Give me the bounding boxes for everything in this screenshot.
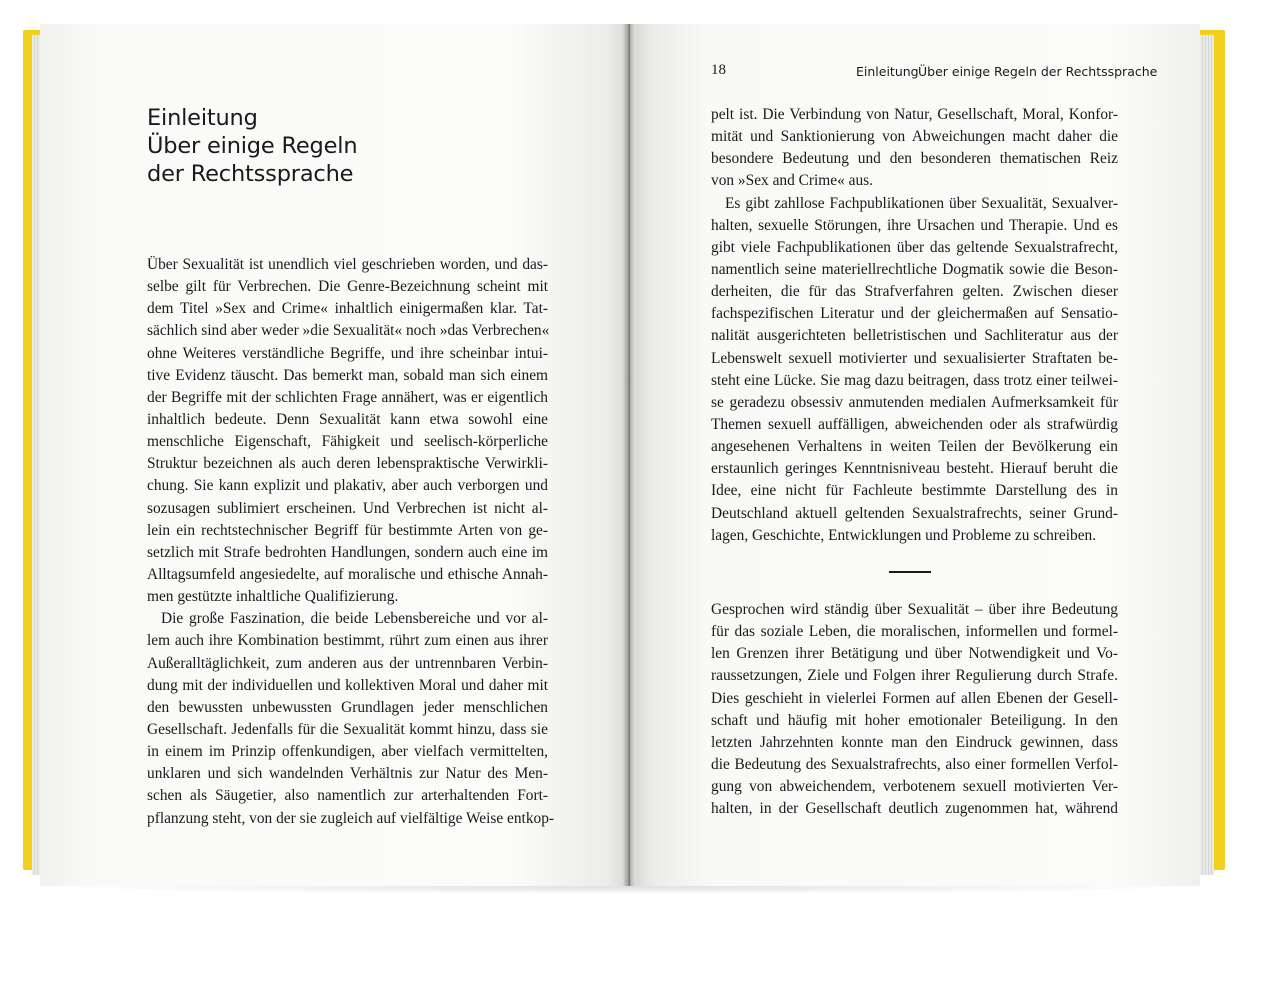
- text-line: pelt ist. Die Verbindung von Natur, Gesellschaft, Moral, Konfor-: [711, 106, 1118, 123]
- text-line: inhaltlich bedeute. Denn Sexualität kann etwa sowohl eine: [147, 410, 548, 428]
- text-line: Themen sexuell auffälligen, abweichenden oder als strafwürdig: [711, 415, 1118, 433]
- text-line: Idee, eine nicht für Fachleute bestimmte Darstellung des in: [711, 482, 1118, 500]
- text-line: Lebenswelt sexuell motivierter und sexualisierter Straftaten be-: [711, 349, 1118, 367]
- text-line: Alltagsumfeld angesiedelte, auf moralische und ethische Annah-: [147, 565, 548, 583]
- text-line: lem auch ihre Kombination bestimmt, rührt zum einen aus ihrer: [147, 632, 548, 650]
- text-line: dung mit der individuellen und kollektiven Moral und daher mit: [147, 676, 548, 694]
- text-line: derheiten, die für das Strafverfahren gelten. Zwischen dieser: [711, 283, 1118, 301]
- right-page-body-bottom: [711, 599, 1118, 820]
- text-line: fachspezifischen Literatur und der gleichermaßen auf Sensatio-: [711, 305, 1118, 323]
- text-line: tive Evidenz täuscht. Das bemerkt man, sobald man sich einem: [147, 366, 548, 384]
- text-line: angesehenen Verhaltens in weiten Teilen der Bevölkerung ein: [711, 438, 1118, 456]
- running-head-chapter: Einleitung: [856, 64, 919, 79]
- book-gutter: [622, 24, 636, 886]
- text-line: pflanzung steht, von der sie zugleich auf vielfältige Weise entkop-: [147, 809, 555, 827]
- text-line: schen als Säugetier, also namentlich zur arterhaltenden Fort-: [147, 787, 548, 805]
- chapter-heading-line: der Rechtssprache: [147, 161, 354, 187]
- text-line: Gesellschaft. Jedenfalls für die Sexualität kommt hinzu, dass sie: [147, 720, 548, 738]
- text-line: halten, in der Gesellschaft deutlich zugenommen hat, während: [711, 800, 1118, 818]
- text-line: gung von abweichendem, verbotenem sexuell motivierten Ver-: [711, 778, 1118, 796]
- text-line: setzlich mit Strafe bedrohten Handlungen, sondern auch eine im: [147, 543, 548, 561]
- text-line: gibt viele Fachpublikationen über das geltende Sexualstrafrecht,: [711, 238, 1118, 256]
- text-line: sozusagen sublimiert erscheinen. Und Verbrechen ist nicht al-: [147, 499, 548, 517]
- text-line: len Grenzen ihrer Betätigung und über Notwendigkeit und Vo-: [711, 645, 1118, 663]
- text-line: selbe gilt für Verbrechen. Die Genre-Bezeichnung scheint mit: [147, 278, 548, 296]
- text-line: unklaren und sich wandelnden Verhältnis zur Natur des Men-: [147, 765, 548, 783]
- text-line: letzten Jahrzehnten konnte man den Eindruck gewinnen, dass: [711, 733, 1118, 751]
- right-page-body-top: [711, 104, 1118, 547]
- text-line: steht eine Lücke. Sie mag dazu beitragen, dass trotz einer teilwei-: [711, 371, 1118, 389]
- left-page-body: [147, 254, 555, 830]
- text-line: mität und Sanktionierung von Abweichungen macht daher die: [711, 128, 1118, 146]
- text-line: chung. Sie kann explizit und plakativ, aber auch verborgen und: [147, 477, 548, 495]
- chapter-heading: [147, 104, 447, 188]
- text-line: dem Titel »Sex and Crime« inhaltlich einigermaßen klar. Tat-: [147, 300, 548, 318]
- text-line: sächlich sind aber weder »die Sexualität« noch »das Verbrechen«: [147, 322, 550, 340]
- chapter-heading-line: Einleitung: [147, 105, 258, 131]
- text-line: Gesprochen wird ständig über Sexualität – über ihre Bedeutung: [711, 601, 1118, 618]
- text-line: den bewussten unbewussten Grundlagen jeder menschlichen: [147, 698, 548, 716]
- text-line: Dies geschieht in vielerlei Formen auf allen Ebenen der Gesell-: [711, 689, 1118, 707]
- text-line: ohne Weiteres verständliche Begriffe, und ihre scheinbar intui-: [147, 344, 548, 362]
- text-line: Die große Faszination, die beide Lebensbereiche und vor al-: [161, 610, 548, 628]
- text-line: von »Sex and Crime« aus.: [711, 172, 874, 190]
- text-line: Über Sexualität ist unendlich viel geschrieben worden, und das-: [147, 256, 548, 273]
- text-line: Es gibt zahllose Fachpublikationen über Sexualität, Sexualver-: [725, 194, 1118, 212]
- text-line: halten, sexuelle Störungen, ihre Ursachen und Therapie. Und es: [711, 216, 1118, 234]
- text-line: menschliche Eigenschaft, Fähigkeit und seelisch-körperliche: [147, 433, 548, 451]
- text-line: in einem im Prinzip offenkundigen, aber vielfach vermittelten,: [147, 743, 548, 761]
- text-line: men gestützte inhaltliche Qualifizierung.: [147, 588, 399, 606]
- text-line: besondere Bedeutung und den besonderen thematischen Reiz: [711, 150, 1118, 168]
- text-line: se geradezu obsessiv anmutenden medialen Aufmerksamkeit für: [711, 393, 1118, 411]
- text-line: der Begriffe mit der schlichten Frage annähert, was er eigentlich: [147, 388, 548, 406]
- text-line: nalität ausgerichteten belletristischen und Sachliteratur aus der: [711, 327, 1118, 345]
- text-line: die Bedeutung des Sexualstrafrechts, also einer formellen Verfol-: [711, 755, 1118, 773]
- text-line: lein ein rechtstechnischer Begriff für bestimmte Arten von ge-: [147, 521, 548, 539]
- text-line: lagen, Geschichte, Entwicklungen und Probleme zu schreiben.: [711, 526, 1097, 544]
- text-line: Struktur bezeichnen als auch deren lebenspraktische Verwirkli-: [147, 455, 548, 473]
- text-line: namentlich seine materiellrechtliche Dogmatik sowie die Beson-: [711, 260, 1118, 278]
- running-head-section: Über einige Regeln der Rechtssprache: [918, 64, 1158, 79]
- text-line: raussetzungen, Ziele und Folgen ihrer Regulierung durch Strafe.: [711, 667, 1118, 685]
- chapter-heading-line: Über einige Regeln: [147, 133, 358, 159]
- text-line: schaft und häufig mit hoher emotionaler Beteiligung. In den: [711, 711, 1118, 729]
- text-line: erstaunlich geringes Kenntnisniveau besteht. Hierauf beruht die: [711, 460, 1118, 478]
- section-separator: [889, 571, 931, 573]
- text-line: Außeralltäglichkeit, zum anderen aus der untrennbaren Verbin-: [147, 654, 548, 672]
- text-line: Deutschland aktuell geltenden Sexualstrafrechts, seiner Grund-: [711, 504, 1118, 522]
- text-line: für das soziale Leben, die moralischen, informellen und formel-: [711, 623, 1118, 641]
- page-number: 18: [711, 62, 726, 78]
